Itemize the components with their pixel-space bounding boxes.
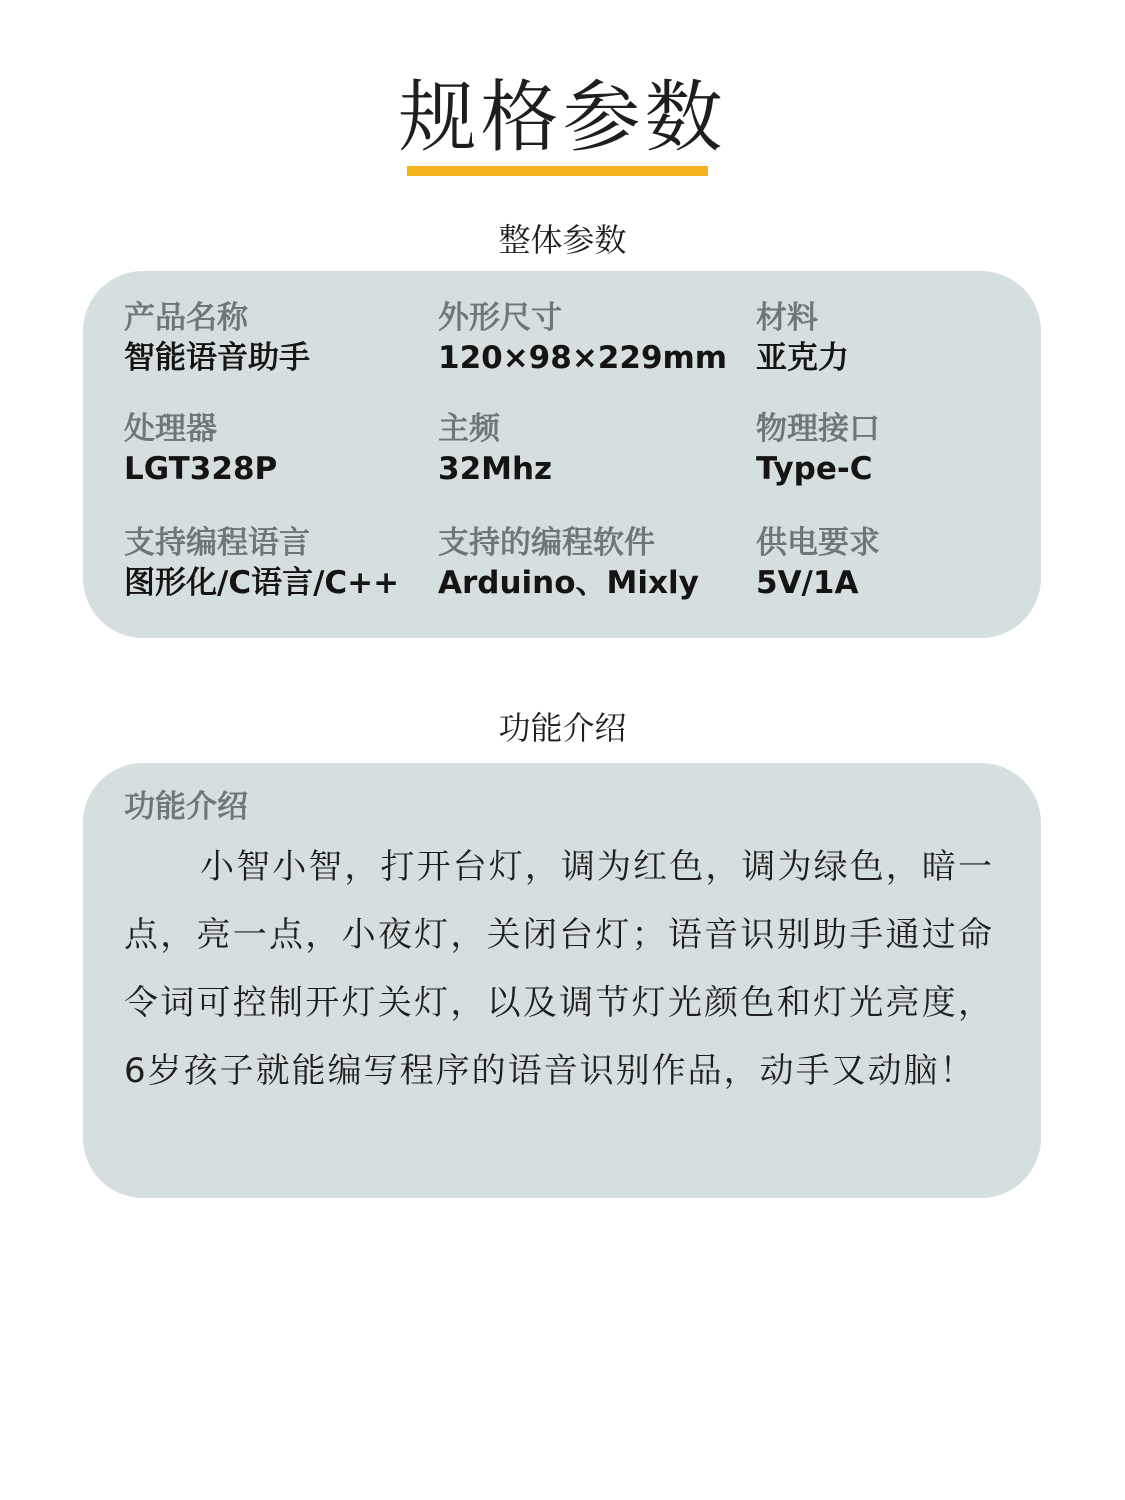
spec-item-product-name (124, 298, 424, 378)
spec-label: 供电要求 (756, 525, 880, 561)
spec-label: 材料 (756, 300, 818, 336)
spec-label: 产品名称 (124, 300, 248, 336)
features-panel (83, 763, 1041, 1198)
spec-item-interface (756, 409, 1056, 489)
spec-label: 支持编程语言 (124, 525, 310, 561)
spec-value: Arduino、Mixly (438, 565, 699, 601)
spec-item-dimensions (438, 298, 738, 378)
spec-item-software (438, 523, 738, 603)
spec-label: 外形尺寸 (438, 300, 562, 336)
spec-item-material (756, 298, 1056, 378)
spec-label: 支持的编程软件 (438, 525, 655, 561)
features-description: 小智小智，打开台灯，调为红色，调为绿色，暗一点，亮一点，小夜灯，关闭台灯；语音识别助手通过命令词可控制开灯关灯，以及调节灯光颜色和灯光亮度，6岁孩子就能编写程序的语音识别作品，动手又动脑！ (124, 847, 994, 1091)
page-title: 规格参数 (398, 73, 727, 163)
spec-item-languages (124, 523, 424, 603)
spec-value: 亚克力 (756, 340, 849, 376)
spec-value: 图形化/C语言/C++ (124, 565, 400, 601)
spec-value: Type-C (756, 451, 873, 487)
spec-item-power (756, 523, 1056, 603)
features-label: 功能介绍 (124, 789, 248, 825)
spec-label: 物理接口 (756, 411, 880, 447)
spec-value: 智能语音助手 (124, 340, 310, 376)
spec-value: 120×98×229mm (438, 340, 728, 376)
specs-heading: 整体参数 (498, 221, 627, 259)
title-underline (407, 166, 708, 176)
spec-item-frequency (438, 409, 738, 489)
spec-value: 32Mhz (438, 451, 553, 487)
features-heading: 功能介绍 (498, 709, 627, 747)
specs-panel (83, 271, 1041, 638)
spec-label: 主频 (438, 411, 500, 447)
spec-value: 5V/1A (756, 565, 859, 601)
spec-value: LGT328P (124, 451, 278, 487)
spec-label: 处理器 (124, 411, 217, 447)
spec-item-processor (124, 409, 424, 489)
